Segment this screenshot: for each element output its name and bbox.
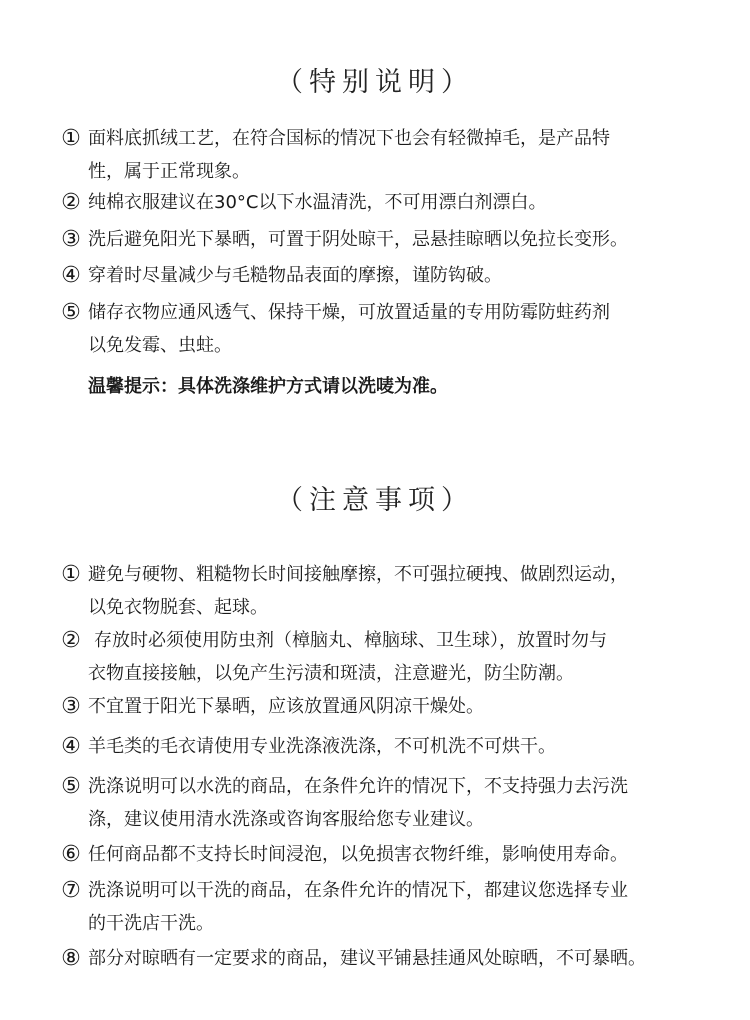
item-number: ① (61, 126, 81, 151)
item-text: 穿着时尽量减少与毛糙物品表面的摩擦，谨防钩破。 (88, 265, 502, 286)
item-number: ⑥ (61, 842, 81, 867)
item-text: 羊毛类的毛衣请使用专业洗涤液洗涤，不可机洗不可烘干。 (88, 736, 556, 757)
item-text: 避免与硬物、粗糙物长时间接触摩擦，不可强拉硬拽、做剧烈运动， (88, 564, 628, 585)
item-number: ④ (61, 734, 81, 759)
item-number: ① (61, 562, 81, 587)
item-number: ② (61, 628, 81, 653)
care-tip: 温馨提示：具体洗涤维护方式请以洗唛为准。 (88, 376, 448, 397)
item-text: 洗后避免阳光下暴晒，可置于阴处晾干，忌悬挂晾晒以免拉长变形。 (88, 229, 628, 250)
item-text: 以免发霉、虫蛀。 (88, 335, 232, 356)
item-text: 涤，建议使用清水洗涤或咨询客服给您专业建议。 (88, 809, 484, 830)
item-number: ③ (61, 227, 81, 252)
item-text: 部分对晾晒有一定要求的商品，建议平铺悬挂通风处晾晒，不可暴晒。 (88, 948, 646, 969)
item-text: 任何商品都不支持长时间浸泡，以免损害衣物纤维，影响使用寿命。 (88, 844, 628, 865)
item-text: 的干洗店干洗。 (88, 913, 214, 934)
item-number: ④ (61, 263, 81, 288)
item-number: ⑤ (61, 774, 81, 799)
item-number: ③ (61, 694, 81, 719)
item-text: 面料底抓绒工艺，在符合国标的情况下也会有轻微掉毛，是产品特 (88, 128, 610, 149)
item-text: 纯棉衣服建议在30°C以下水温清洗，不可用漂白剂漂白。 (88, 192, 547, 213)
item-text: 储存衣物应通风透气、保持干燥，可放置适量的专用防霉防蛀药剂 (88, 302, 610, 323)
item-text: 洗涤说明可以水洗的商品，在条件允许的情况下，不支持强力去污洗 (88, 776, 628, 797)
item-text: 衣物直接接触，以免产生污渍和斑渍，注意避光，防尘防潮。 (88, 663, 574, 684)
item-text: 存放时必须使用防虫剂（樟脑丸、樟脑球、卫生球），放置时勿与 (94, 630, 607, 651)
item-number: ⑧ (61, 946, 81, 971)
item-number: ② (61, 190, 81, 215)
section-special-title: （特别说明） (276, 67, 474, 98)
item-text: 以免衣物脱套、起球。 (88, 597, 268, 618)
item-text: 不宜置于阳光下暴晒，应该放置通风阴凉干燥处。 (88, 696, 484, 717)
item-number: ⑤ (61, 300, 81, 325)
item-text: 性，属于正常现象。 (88, 161, 250, 182)
section-notice-title: （注意事项） (276, 485, 474, 516)
item-number: ⑦ (61, 878, 81, 903)
item-text: 洗涤说明可以干洗的商品，在条件允许的情况下，都建议您选择专业 (88, 880, 628, 901)
